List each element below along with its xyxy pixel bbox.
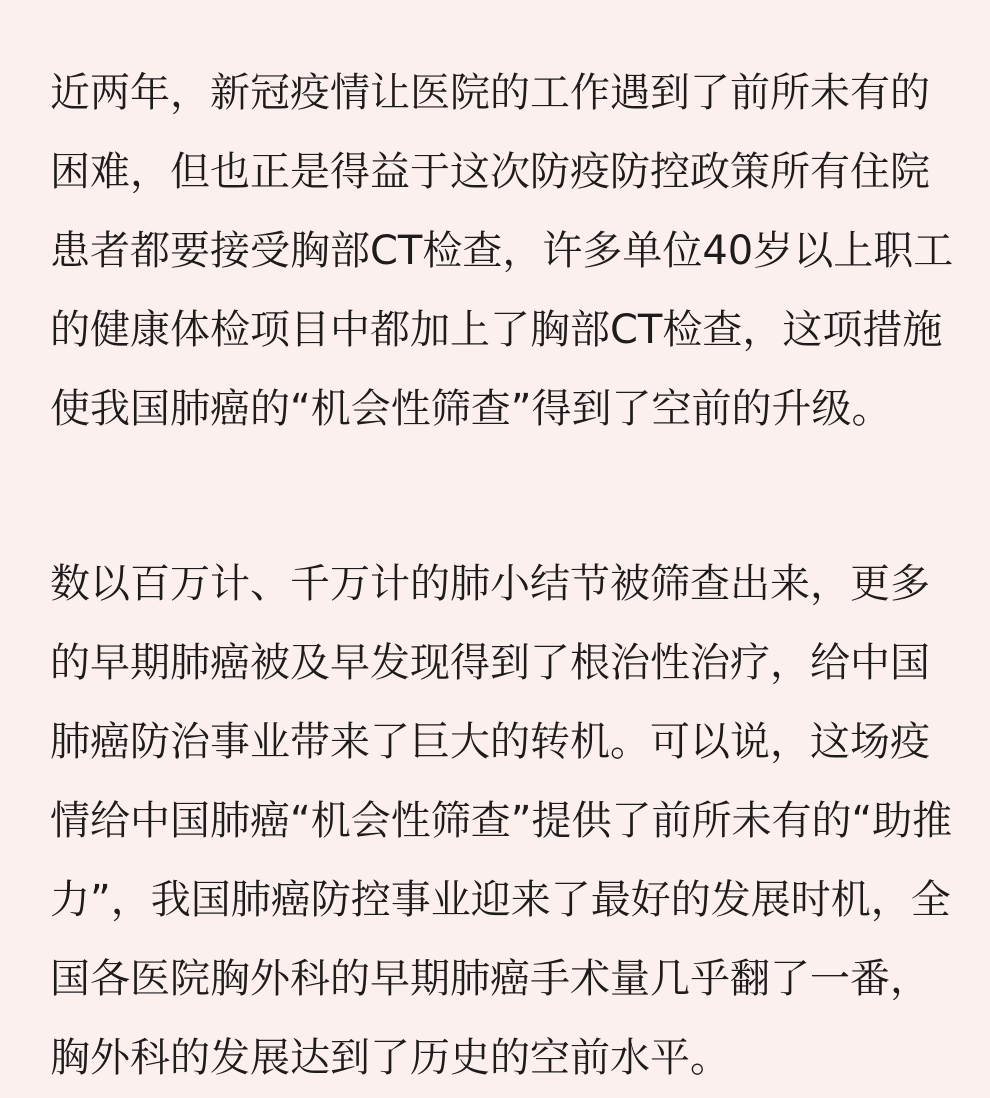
text-line: 国各医院胸外科的早期肺癌手术量几乎翻了一番， [50,956,930,1002]
text-line: 胸外科的发展达到了历史的空前水平。 [50,1035,730,1081]
text-line: 患者都要接受胸部CT检查，许多单位40岁以上职工 [50,228,954,274]
text-line: 数以百万计、千万计的肺小结节被筛查出来，更多 [50,561,930,607]
text-line: 近两年，新冠疫情让医院的工作遇到了前所未有的 [50,70,930,116]
text-line: 力”，我国肺癌防控事业迎来了最好的发展时机，全 [50,877,951,923]
text-line: 困难，但也正是得益于这次防疫防控政策所有住院 [50,149,930,195]
paragraph-1 [50,54,954,449]
text-line: 的健康体检项目中都加上了胸部CT检查，这项措施 [50,307,943,353]
text-line: 使我国肺癌的“机会性筛查”得到了空前的升级。 [50,386,892,432]
text-line: 的早期肺癌被及早发现得到了根治性治疗，给中国 [50,640,930,686]
text-line: 肺癌防治事业带来了巨大的转机。可以说，这场疫 [50,719,930,765]
paragraph-spacer [50,449,950,545]
paragraph-2 [50,545,953,1098]
text-line: 情给中国肺癌“机会性筛查”提供了前所未有的“助推 [50,798,953,844]
article-body [50,54,954,1098]
